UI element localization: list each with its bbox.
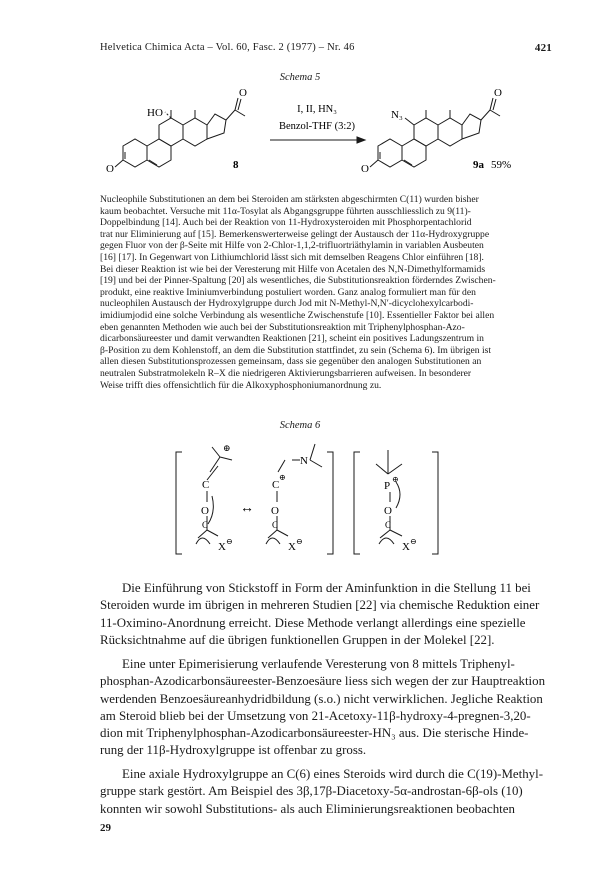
paragraph-line: dion mit Triphenylphosphan-Azodicarbonsäureester-HN₃ aus. Die sterische Hinde- [100, 726, 529, 741]
paragraph-line: Nucleophile Substitutionen an dem bei Steroiden am stärksten abgeschirmten C(11) wurden bisher [100, 194, 479, 205]
s1-lower-carbon: C [202, 520, 209, 530]
paragraph-line: produkt, eine reaktive Iminiumverbindung postuliert worden. Ganz analog formuliert man für den [100, 286, 476, 298]
paragraph-line: β-Position zu dem Kohlenstoff, an dem die Substitution stattfindet, zu sein (Schema 6). Im übrigen ist [100, 344, 492, 356]
body-paragraph-3 [100, 766, 552, 818]
left-bracket-open [176, 452, 182, 554]
small-print-paragraph [100, 194, 552, 391]
s3-phosphorus-charge: ⊕ [392, 475, 399, 484]
paragraph-line: konnten wir sowohl Substitutions- als auch Eliminierungsreaktionen beobachten [100, 801, 515, 816]
start-compound-number: 8 [233, 159, 239, 171]
reaction-solvent: Benzol-THF (3:2) [278, 121, 356, 132]
body-paragraph-1 [100, 580, 552, 649]
paragraph-line: imidiumjodid eine solche Verbindung als wesentliche Zwischenstufe [10]. Essentieller Faktor bei allen [100, 309, 495, 321]
reaction-reagents: I, II, HN₃ [297, 104, 337, 115]
paragraph-line: am Steroid blieb bei der Umsetzung von 21-Acetoxy-11β-hydroxy-4-pregnen-3,20- [100, 708, 531, 723]
paragraph-line: 11-Oximino-Anordnung erreicht. Diese Methode verlangt allerdings eine spezielle [100, 615, 526, 630]
s2-carbon: C [272, 479, 280, 491]
s3-phosphorus: P [384, 480, 391, 492]
paragraph-line: werdenden Benzoesäureanhydridbildung (s.o.) nicht verwirklichen. Jegliche Reaktion [100, 691, 543, 706]
start-hydroxy-label: HO [147, 107, 163, 119]
journal-running-title: Helvetica Chimica Acta – Vol. 60, Fasc. 2 (1977) – Nr. 46 [100, 42, 355, 53]
product-azide-label: N₃ [391, 109, 403, 121]
product-steroid-structure [370, 98, 500, 167]
scheme-5-label: Schema 5 [279, 72, 321, 83]
paragraph-line: kaum beobachtet. Versuche mit 11α-Tosylat als Abgangsgruppe führten ausschliesslich zu 9(11)- [100, 205, 471, 217]
reaction-arrowhead [357, 137, 365, 143]
product-acetyl-oxygen: O [494, 87, 502, 99]
right-bracket-close [432, 452, 438, 554]
paragraph-line: Bei dieser Reaktion ist wie bei der Veresterung mit Hilfe von Acetalen des N,N-Dimethylformamids [100, 263, 486, 275]
scheme-5-figure [95, 82, 535, 182]
paragraph-line: rung der 11β-Hydroxylgruppe ist offenbar zu gross. [100, 743, 367, 758]
product-compound-number: 9a [473, 159, 484, 171]
body-paragraph-2 [100, 656, 552, 760]
paragraph-line: gegen Fluor von der β-Seite mit Hilfe von 2-Chlor-1,1,2-trifluortriäthylamin in variablen Ausbeuten [100, 240, 484, 252]
s3-counter-ion: X [402, 541, 410, 553]
left-bracket-close [327, 452, 333, 554]
running-header [100, 42, 552, 53]
s2-oxygen: O [271, 505, 279, 517]
s2-carbon-charge: ⊕ [279, 473, 286, 482]
s1-counter-ion: X [218, 541, 226, 553]
start-steroid-structure [115, 98, 245, 167]
s1-oxygen: O [201, 505, 209, 517]
s3-oxygen: O [384, 505, 392, 517]
paragraph-line: Steroiden wurde im übrigen in mehreren Studien [22] via chemische Reduktion einer [100, 598, 540, 613]
paragraph-line: Rücksichtnahme auf die übrigen funktionellen Gruppen in der Molekel [22]. [100, 632, 495, 647]
paragraph-line: allen diesen Substitutionsprozessen gemeinsam, dass sie gegenüber den analogen Substitutionen an [100, 356, 482, 368]
s3-counter-charge: ⊖ [410, 537, 417, 546]
product-yield: 59% [491, 159, 512, 171]
paragraph-line: phosphan-Azodicarbonsäureester-Benzoesäure liess sich wegen der zur Hauptreaktion [100, 674, 546, 689]
paragraph-line: [16] [17]. In Gegenwart von Lithiumchlorid lässt sich mit demselben Reagens Chlor einführen [18]. [100, 251, 484, 263]
scheme-6-label: Schema 6 [279, 420, 321, 431]
paragraph-line: dicarbonsäureester und damit verwandten Reaktionen [21], scheint ein positives Ladungszentrum in [100, 333, 484, 345]
s1-carbon: C [202, 479, 210, 491]
s2-counter-charge: ⊖ [296, 537, 303, 546]
paragraph-line: Weise trifft dies offensichtlich für die Alkoxyphosphoniumanordnung zu. [100, 379, 382, 391]
paragraph-line: nucleophilen Austausch der Hydroxylgruppe durch Jod mit N-Methyl-N,N′-dicyclohexylcarbodi- [100, 298, 474, 310]
start-acetyl-oxygen: O [239, 87, 247, 99]
signature-mark: 29 [100, 822, 111, 834]
paragraph-line: Die Einführung von Stickstoff in Form der Aminfunktion in die Stellung 11 bei [122, 581, 531, 595]
s3-carbon: C [385, 520, 392, 530]
scheme-6-figure [150, 432, 480, 562]
start-ketone-oxygen: O [106, 163, 114, 175]
page-number: 421 [534, 42, 552, 54]
resonance-arrow: ↔ [240, 501, 254, 516]
paragraph-line: eben genannten Methoden wie auch bei der Substitutionsreaktion mit Triphenylphosphan-Azo- [100, 321, 465, 333]
paragraph-line: Eine axiale Hydroxylgruppe an C(6) eines Steroids wird durch die C(19)-Methyl- [122, 767, 543, 781]
paragraph-line: trat nur Eliminierung auf [15]. Bemerkenswerterweise gelingt der Austausch der 11α-Hydroxygruppe [100, 228, 490, 240]
s2-counter-ion: X [288, 541, 296, 553]
paragraph-line: gruppe stark gestört. Am Beispiel des 3β,17β-Diacetoxy-5α-androstan-6β-ols (10) [100, 784, 523, 799]
s2-lower-carbon: C [272, 520, 279, 530]
s1-nitrogen-charge: ⊕ [223, 443, 231, 453]
product-ketone-oxygen: O [361, 163, 369, 175]
paragraph-line: [19] und bei der Pinner-Spaltung [20] als wesentliches, die Substitutionsreaktion förderndes Zwischen- [100, 275, 496, 287]
right-bracket-open [354, 452, 360, 554]
paragraph-line: neutralen Substratmolekeln R–X die niedrigeren Aktivierungsbarrieren aufweisen. In besonderer [100, 367, 472, 379]
s1-counter-charge: ⊖ [226, 537, 233, 546]
paragraph-line: Doppelbindung [14]. Auch bei der Reaktion von 11-Hydroxysteroiden mit Phosphorpentachlorid [100, 217, 472, 229]
s2-nitrogen: N [300, 455, 308, 467]
paragraph-line: Eine unter Epimerisierung verlaufende Veresterung von 8 mittels Triphenyl- [122, 657, 515, 671]
